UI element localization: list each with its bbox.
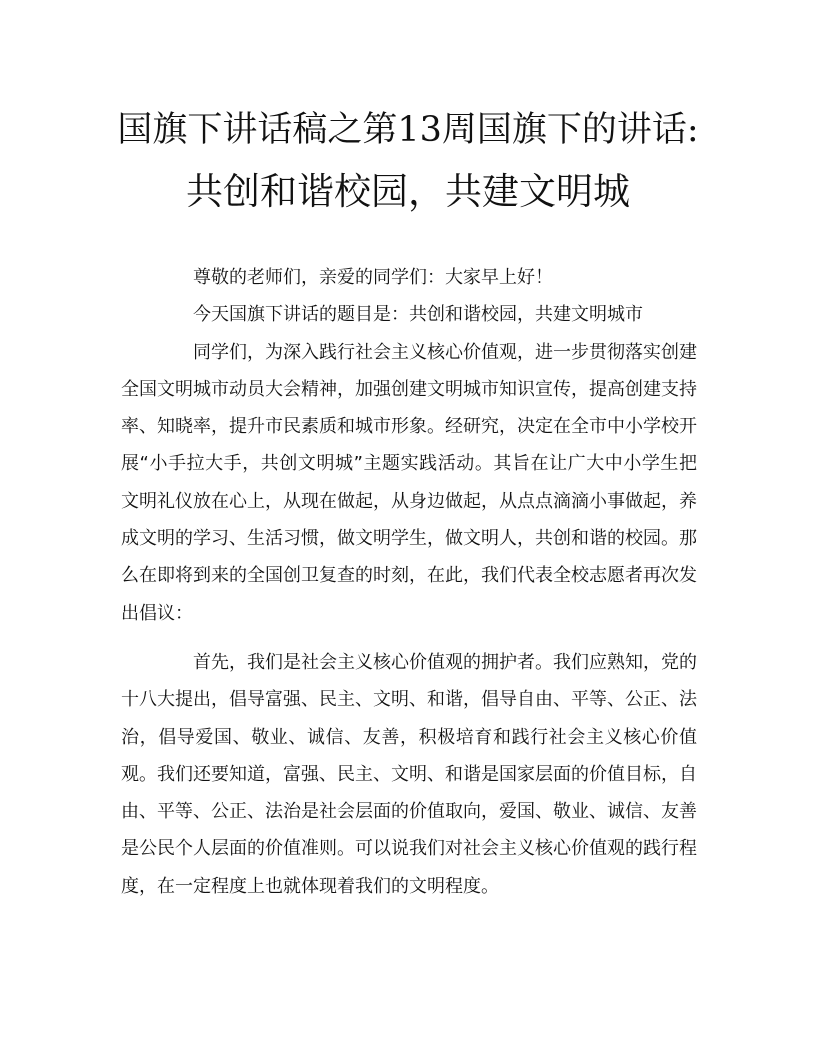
paragraph-intro: 同学们，为深入践行社会主义核心价值观，进一步贯彻落实创建全国文明城市动员大会精神，加强创建文明城市知识宣传，提高创建支持率、知晓率，提升市民素质和城市形象。经研究，决定在全市中小学校开展“小手拉大手，共创文明城”主题实践活动。其旨在让广大中小学生把文明礼仪放在心上，从现在做起，从身边做起，从点点滴滴小事做起，养成文明的学习、生活习惯，做文明学生，做文明人，共创和谐的校园。那么在即将到来的全国创卫复查的时刻，在此，我们代表全校志愿者再次发出倡议： — [121, 341, 697, 624]
document-title-line-2: 共创和谐校园，共建文明城 — [186, 170, 630, 213]
document-body — [121, 259, 697, 905]
paragraph-greeting: 尊敬的老师们，亲爱的同学们：大家早上好！ — [193, 267, 553, 288]
paragraph-first-point: 首先，我们是社会主义核心价值观的拥护者。我们应熟知，党的十八大提出，倡导富强、民主、文明、和谐，倡导自由、平等、公正、法治，倡导爱国、敬业、诚信、友善，积极培育和践行社会主义核心价值观。我们还要知道，富强、民主、文明、和谐是国家层面的价值目标，自由、平等、公正、法治是社会层面的价值取向，爱国、敬业、诚信、友善是公民个人层面的价值准则。可以说我们对社会主义核心价值观的践行程度，在一定程度上也就体现着我们的文明程度。 — [121, 651, 697, 897]
document-title-line-1: 国旗下讲话稿之第13周国旗下的讲话: — [117, 110, 699, 150]
paragraph-topic: 今天国旗下讲话的题目是：共创和谐校园，共建文明城市 — [193, 304, 643, 326]
